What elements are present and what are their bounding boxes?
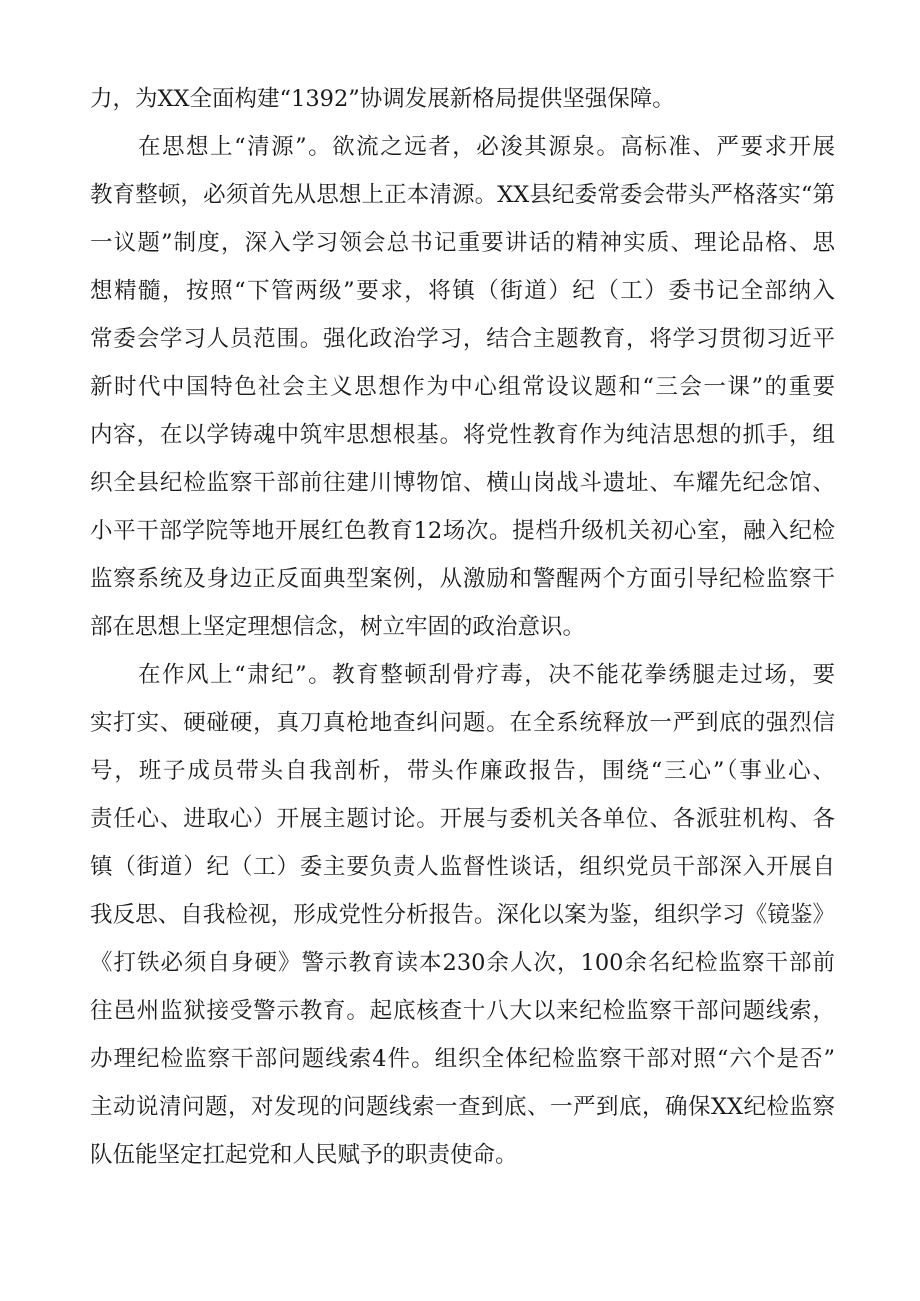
paragraph-3-line-7: 《打铁必须自身硬》警示教育读本230余人次，100余名纪检监察干部前 (90, 950, 835, 976)
paragraph-2-line-8: 织全县纪检监察干部前往建川博物馆、横山岗战斗遗址、车耀先纪念馆、 (90, 470, 835, 496)
paragraph-2-line-5: 常委会学习人员范围。强化政治学习，结合主题教育，将学习贯彻习近平 (90, 326, 835, 352)
paragraph-2-line-3: 一议题”制度，深入学习领会总书记重要讲话的精神实质、理论品格、思 (90, 230, 835, 256)
paragraph-3-line-3: 号，班子成员带头自我剖析，带头作廉政报告，围绕“三心”（事业心、 (90, 758, 835, 784)
paragraph-3-line-10: 主动说清问题，对发现的问题线索一查到底、一严到底，确保XX纪检监察 (90, 1094, 835, 1120)
paragraph-2-line-1: 在思想上“清源”。欲流之远者，必浚其源泉。高标准、严要求开展 (138, 134, 835, 160)
paragraph-2-line-10: 监察系统及身边正反面典型案例，从激励和警醒两个方面引导纪检监察干 (90, 566, 835, 592)
paragraph-2-line-2: 教育整顿，必须首先从思想上正本清源。XX县纪委常委会带头严格落实“第 (90, 182, 835, 208)
paragraph-3-line-5: 镇（街道）纪（工）委主要负责人监督性谈话，组织党员干部深入开展自 (90, 854, 835, 880)
paragraph-2-line-6: 新时代中国特色社会主义思想作为中心组常设议题和“三会一课”的重要 (90, 374, 835, 400)
paragraph-3-line-11: 队伍能坚定扛起党和人民赋予的职责使命。 (90, 1142, 518, 1168)
paragraph-3-line-4: 责任心、进取心）开展主题讨论。开展与委机关各单位、各派驻机构、各 (90, 806, 835, 832)
paragraph-2-line-9: 小平干部学院等地开展红色教育12场次。提档升级机关初心室，融入纪检 (90, 518, 835, 544)
paragraph-3-line-2: 实打实、硬碰硬，真刀真枪地查纠问题。在全系统释放一严到底的强烈信 (90, 710, 835, 736)
paragraph-3-line-1: 在作风上“肃纪”。教育整顿刮骨疗毒，决不能花拳绣腿走过场，要 (138, 662, 835, 688)
paragraph-2-line-11: 部在思想上坚定理想信念，树立牢固的政治意识。 (90, 614, 586, 640)
paragraph-2-line-7: 内容，在以学铸魂中筑牢思想根基。将党性教育作为纯洁思想的抓手，组 (90, 422, 835, 448)
paragraph-1-line-1: 力，为XX全面构建“1392”协调发展新格局提供坚强保障。 (90, 86, 675, 112)
paragraph-3-line-6: 我反思、自我检视，形成党性分析报告。深化以案为鉴，组织学习《镜鉴》 (90, 902, 835, 928)
paragraph-3-line-9: 办理纪检监察干部问题线索4件。组织全体纪检监察干部对照“六个是否” (90, 1046, 835, 1072)
paragraph-2-line-4: 想精髓，按照“下管两级”要求，将镇（街道）纪（工）委书记全部纳入 (90, 278, 835, 304)
paragraph-3-line-8: 往邑州监狱接受警示教育。起底核查十八大以来纪检监察干部问题线索， (90, 998, 835, 1024)
